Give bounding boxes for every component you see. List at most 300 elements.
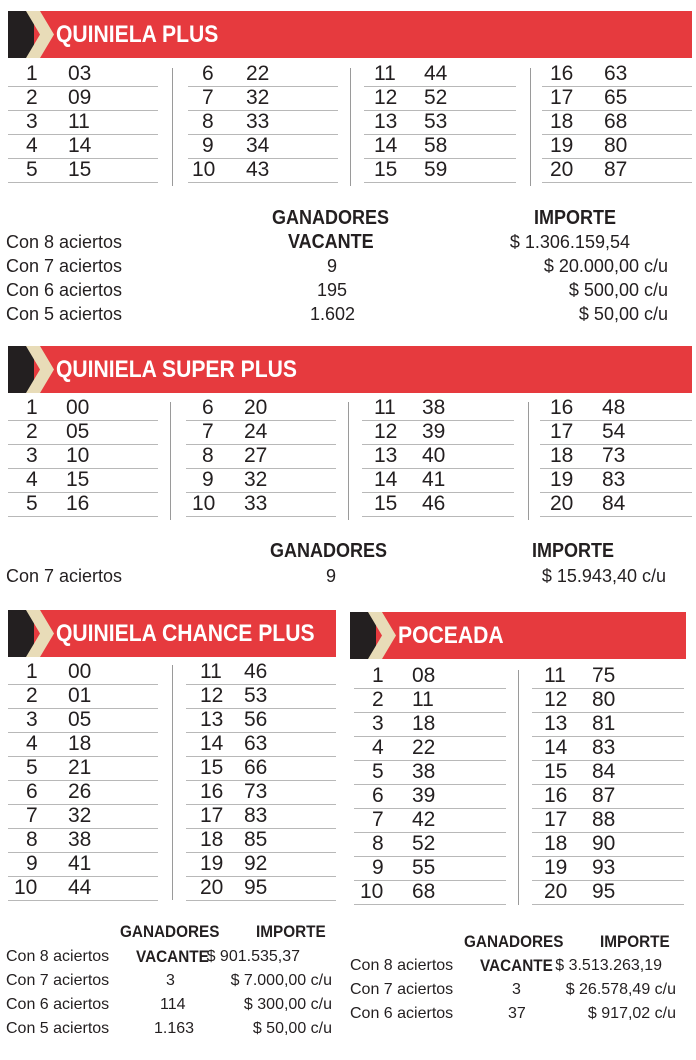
position: 12 [374,420,398,443]
number: 95 [244,876,268,899]
column-divider [170,402,171,520]
number: 84 [602,492,626,515]
prize-label: Con 8 aciertos [6,232,123,252]
prize-label: Con 5 aciertos [6,304,123,324]
result-row [186,468,336,493]
result-row [8,828,158,853]
result-row [532,736,684,761]
result-row [8,396,158,421]
number: 00 [68,660,92,683]
prize-ganadores: VACANTE [480,956,553,975]
number: 44 [68,876,92,899]
number: 84 [592,760,616,783]
number: 21 [68,756,92,779]
prize-importe: $ 917,02 c/u [587,1005,676,1022]
position: 5 [26,492,38,515]
result-row [8,62,158,87]
position: 15 [374,492,398,515]
chevron-icon [368,612,396,659]
number: 87 [604,158,628,181]
position: 20 [550,158,574,181]
position: 13 [374,110,398,133]
position: 10 [192,158,216,181]
result-row [542,62,692,87]
position: 4 [26,134,38,157]
ganadores-header: GANADORES [464,932,564,951]
result-row [540,492,692,517]
number: 53 [244,684,268,707]
number: 22 [412,736,436,759]
position: 7 [372,808,384,831]
result-row [186,444,336,469]
column-divider [172,68,173,186]
position: 12 [200,684,224,707]
result-row [8,732,158,757]
number: 95 [592,880,616,903]
number: 80 [604,134,628,157]
result-row [532,664,684,689]
result-row [188,110,338,135]
column-divider [530,68,531,186]
column-divider [172,665,173,900]
number: 46 [244,660,268,683]
number: 85 [244,828,268,851]
number: 52 [424,86,448,109]
result-row [542,158,692,183]
number: 38 [422,396,446,419]
position: 11 [544,664,566,687]
column-divider [350,68,351,186]
position: 16 [544,784,568,807]
number: 32 [244,468,268,491]
position: 12 [544,688,568,711]
prize-ganadores: VACANTE [136,947,209,966]
result-row [364,134,516,159]
position: 15 [200,756,224,779]
position: 17 [544,808,568,831]
position: 3 [372,712,384,735]
result-row [540,444,692,469]
number: 41 [68,852,92,875]
number: 18 [412,712,436,735]
importe-header: IMPORTE [534,207,617,229]
position: 3 [26,444,38,467]
position: 11 [374,396,396,419]
prize-importe: $ 50,00 c/u [578,304,668,324]
number: 53 [424,110,448,133]
result-row [8,492,158,517]
result-row [8,110,158,135]
position: 8 [372,832,384,855]
number: 80 [592,688,616,711]
number: 73 [602,444,626,467]
number: 11 [68,110,90,133]
result-row [354,880,506,905]
result-row [186,732,336,757]
number: 54 [602,420,626,443]
number: 44 [424,62,448,85]
prize-label: Con 6 aciertos [6,996,110,1013]
result-row [354,808,506,833]
ganadores-header: GANADORES [272,207,390,229]
number: 83 [602,468,626,491]
number: 81 [592,712,616,735]
position: 11 [374,62,396,85]
number: 38 [68,828,92,851]
result-row [8,468,158,493]
number: 40 [422,444,446,467]
result-row [542,134,692,159]
number: 75 [592,664,616,687]
prize-importe: $ 15.943,40 c/u [541,566,666,586]
position: 14 [374,134,398,157]
prize-ganadores: 9 [327,256,338,276]
number: 01 [68,684,92,707]
section-title: QUINIELA PLUS [56,21,219,48]
position: 6 [202,396,214,419]
position: 17 [200,804,224,827]
prize-ganadores: 195 [317,280,348,300]
result-row [188,62,338,87]
importe-header: IMPORTE [532,540,615,562]
position: 16 [200,780,224,803]
number: 46 [422,492,446,515]
position: 6 [26,780,38,803]
number: 38 [412,760,436,783]
position: 8 [202,110,214,133]
result-row [364,110,516,135]
number: 68 [412,880,436,903]
position: 11 [200,660,222,683]
number: 39 [422,420,446,443]
position: 20 [200,876,224,899]
prize-ganadores: 9 [326,566,337,586]
result-row [362,396,514,421]
column-divider [348,402,349,520]
number: 05 [66,420,90,443]
position: 16 [550,62,574,85]
prize-label: Con 6 aciertos [6,280,123,300]
number: 93 [592,856,616,879]
result-row [354,712,506,737]
prize-importe: $ 3.513.263,19 [555,957,662,974]
result-row [532,832,684,857]
position: 14 [374,468,398,491]
result-row [186,852,336,877]
position: 16 [550,396,574,419]
result-row [186,396,336,421]
position: 17 [550,86,574,109]
number: 83 [592,736,616,759]
result-row [540,420,692,445]
position: 10 [192,492,216,515]
result-row [188,86,338,111]
number: 56 [244,708,268,731]
prize-importe: $ 26.578,49 c/u [565,981,676,998]
result-row [8,876,158,901]
number: 08 [412,664,436,687]
result-row [354,664,506,689]
position: 3 [26,708,38,731]
position: 7 [202,86,214,109]
result-row [532,712,684,737]
result-row [186,660,336,685]
section-title: POCEADA [398,622,504,649]
result-row [542,86,692,111]
number: 10 [66,444,90,467]
prize-importe: $ 50,00 c/u [252,1020,332,1037]
number: 16 [66,492,90,515]
number: 73 [244,780,268,803]
number: 03 [68,62,92,85]
position: 15 [544,760,568,783]
number: 11 [412,688,434,711]
position: 1 [26,396,38,419]
position: 2 [372,688,384,711]
number: 34 [246,134,270,157]
number: 22 [246,62,270,85]
prize-ganadores: VACANTE [288,231,374,253]
prize-label: Con 5 aciertos [6,1020,110,1037]
result-row [542,110,692,135]
position: 5 [26,158,38,181]
prize-ganadores: 1.602 [310,304,356,324]
position: 12 [374,86,398,109]
result-row [8,420,158,445]
prize-importe: $ 1.306.159,54 [509,232,630,252]
result-row [186,420,336,445]
number: 00 [66,396,90,419]
prize-label: Con 7 aciertos [350,981,454,998]
result-row [354,736,506,761]
prize-label: Con 6 aciertos [350,1005,454,1022]
position: 3 [26,110,38,133]
number: 88 [592,808,616,831]
number: 63 [244,732,268,755]
result-row [186,756,336,781]
result-row [532,856,684,881]
prize-importe: $ 901.535,37 [206,948,300,965]
position: 19 [200,852,224,875]
number: 26 [68,780,92,803]
position: 18 [544,832,568,855]
position: 18 [550,110,574,133]
position: 9 [202,468,214,491]
result-row [8,660,158,685]
result-row [186,828,336,853]
prize-label: Con 7 aciertos [6,256,123,276]
ganadores-header: GANADORES [120,922,220,941]
position: 4 [372,736,384,759]
position: 7 [26,804,38,827]
position: 6 [372,784,384,807]
prize-label: Con 7 aciertos [6,566,123,586]
position: 4 [26,732,38,755]
result-row [532,880,684,905]
prize-ganadores: 3 [166,972,175,989]
position: 5 [26,756,38,779]
number: 33 [244,492,268,515]
position: 2 [26,684,38,707]
position: 19 [550,468,574,491]
position: 6 [202,62,214,85]
prize-importe: $ 300,00 c/u [243,996,332,1013]
result-row [354,856,506,881]
prize-ganadores: 37 [508,1005,526,1022]
chevron-icon [26,610,54,657]
position: 13 [374,444,398,467]
result-row [362,468,514,493]
position: 7 [202,420,214,443]
position: 2 [26,86,38,109]
importe-header: IMPORTE [256,922,326,941]
result-row [8,158,158,183]
number: 52 [412,832,436,855]
position: 8 [202,444,214,467]
prize-ganadores: 1.163 [154,1020,195,1037]
chevron-icon [26,346,54,393]
position: 15 [374,158,398,181]
number: 58 [424,134,448,157]
result-row [354,760,506,785]
result-row [8,804,158,829]
prize-importe: $ 500,00 c/u [568,280,668,300]
number: 48 [602,396,626,419]
number: 27 [244,444,268,467]
number: 65 [604,86,628,109]
number: 68 [604,110,628,133]
position: 14 [200,732,224,755]
result-row [186,804,336,829]
position: 19 [544,856,568,879]
position: 19 [550,134,574,157]
position: 14 [544,736,568,759]
result-row [354,784,506,809]
number: 42 [412,808,436,831]
position: 5 [372,760,384,783]
number: 18 [68,732,92,755]
result-row [8,852,158,877]
number: 33 [246,110,270,133]
result-row [8,444,158,469]
position: 18 [200,828,224,851]
position: 9 [372,856,384,879]
prize-label: Con 7 aciertos [6,972,110,989]
position: 9 [202,134,214,157]
result-row [540,468,692,493]
number: 92 [244,852,268,875]
section-title: QUINIELA CHANCE PLUS [56,620,315,647]
result-row [8,708,158,733]
prize-importe: $ 7.000,00 c/u [230,972,332,989]
result-row [354,688,506,713]
number: 55 [412,856,436,879]
result-row [8,684,158,709]
position: 1 [26,62,38,85]
result-row [186,684,336,709]
position: 1 [26,660,38,683]
result-row [364,158,516,183]
number: 15 [66,468,90,491]
prize-ganadores: 3 [512,981,521,998]
number: 63 [604,62,628,85]
result-row [186,876,336,901]
result-row [8,134,158,159]
position: 10 [360,880,384,903]
result-row [8,780,158,805]
result-row [186,708,336,733]
position: 9 [26,852,38,875]
position: 10 [14,876,38,899]
number: 66 [244,756,268,779]
poceada-banner [350,612,686,659]
number: 39 [412,784,436,807]
number: 43 [246,158,270,181]
result-row [364,62,516,87]
position: 20 [550,492,574,515]
position: 4 [26,468,38,491]
result-row [362,492,514,517]
position: 8 [26,828,38,851]
column-divider [518,670,519,905]
result-row [186,780,336,805]
number: 05 [68,708,92,731]
position: 13 [200,708,224,731]
prize-ganadores: 114 [160,996,186,1013]
prize-label: Con 8 aciertos [6,948,110,965]
result-row [364,86,516,111]
result-row [354,832,506,857]
result-row [362,444,514,469]
position: 20 [544,880,568,903]
result-row [532,808,684,833]
importe-header: IMPORTE [600,932,670,951]
position: 2 [26,420,38,443]
number: 90 [592,832,616,855]
ganadores-header: GANADORES [270,540,388,562]
number: 20 [244,396,268,419]
result-row [532,760,684,785]
position: 13 [544,712,568,735]
number: 87 [592,784,616,807]
number: 14 [68,134,92,157]
result-row [188,134,338,159]
position: 18 [550,444,574,467]
quiniela-plus-banner [8,11,692,58]
number: 83 [244,804,268,827]
number: 15 [68,158,92,181]
number: 32 [246,86,270,109]
number: 24 [244,420,268,443]
position: 1 [372,664,384,687]
result-row [8,756,158,781]
prize-importe: $ 20.000,00 c/u [543,256,668,276]
result-row [8,86,158,111]
result-row [362,420,514,445]
quiniela-super-plus-banner [8,346,692,393]
result-row [532,784,684,809]
quiniela-chance-plus-banner [8,610,336,657]
position: 17 [550,420,574,443]
result-row [186,492,336,517]
section-title: QUINIELA SUPER PLUS [56,356,297,383]
column-divider [528,402,529,520]
number: 59 [424,158,448,181]
result-row [532,688,684,713]
number: 32 [68,804,92,827]
chevron-icon [26,11,54,58]
number: 41 [422,468,446,491]
